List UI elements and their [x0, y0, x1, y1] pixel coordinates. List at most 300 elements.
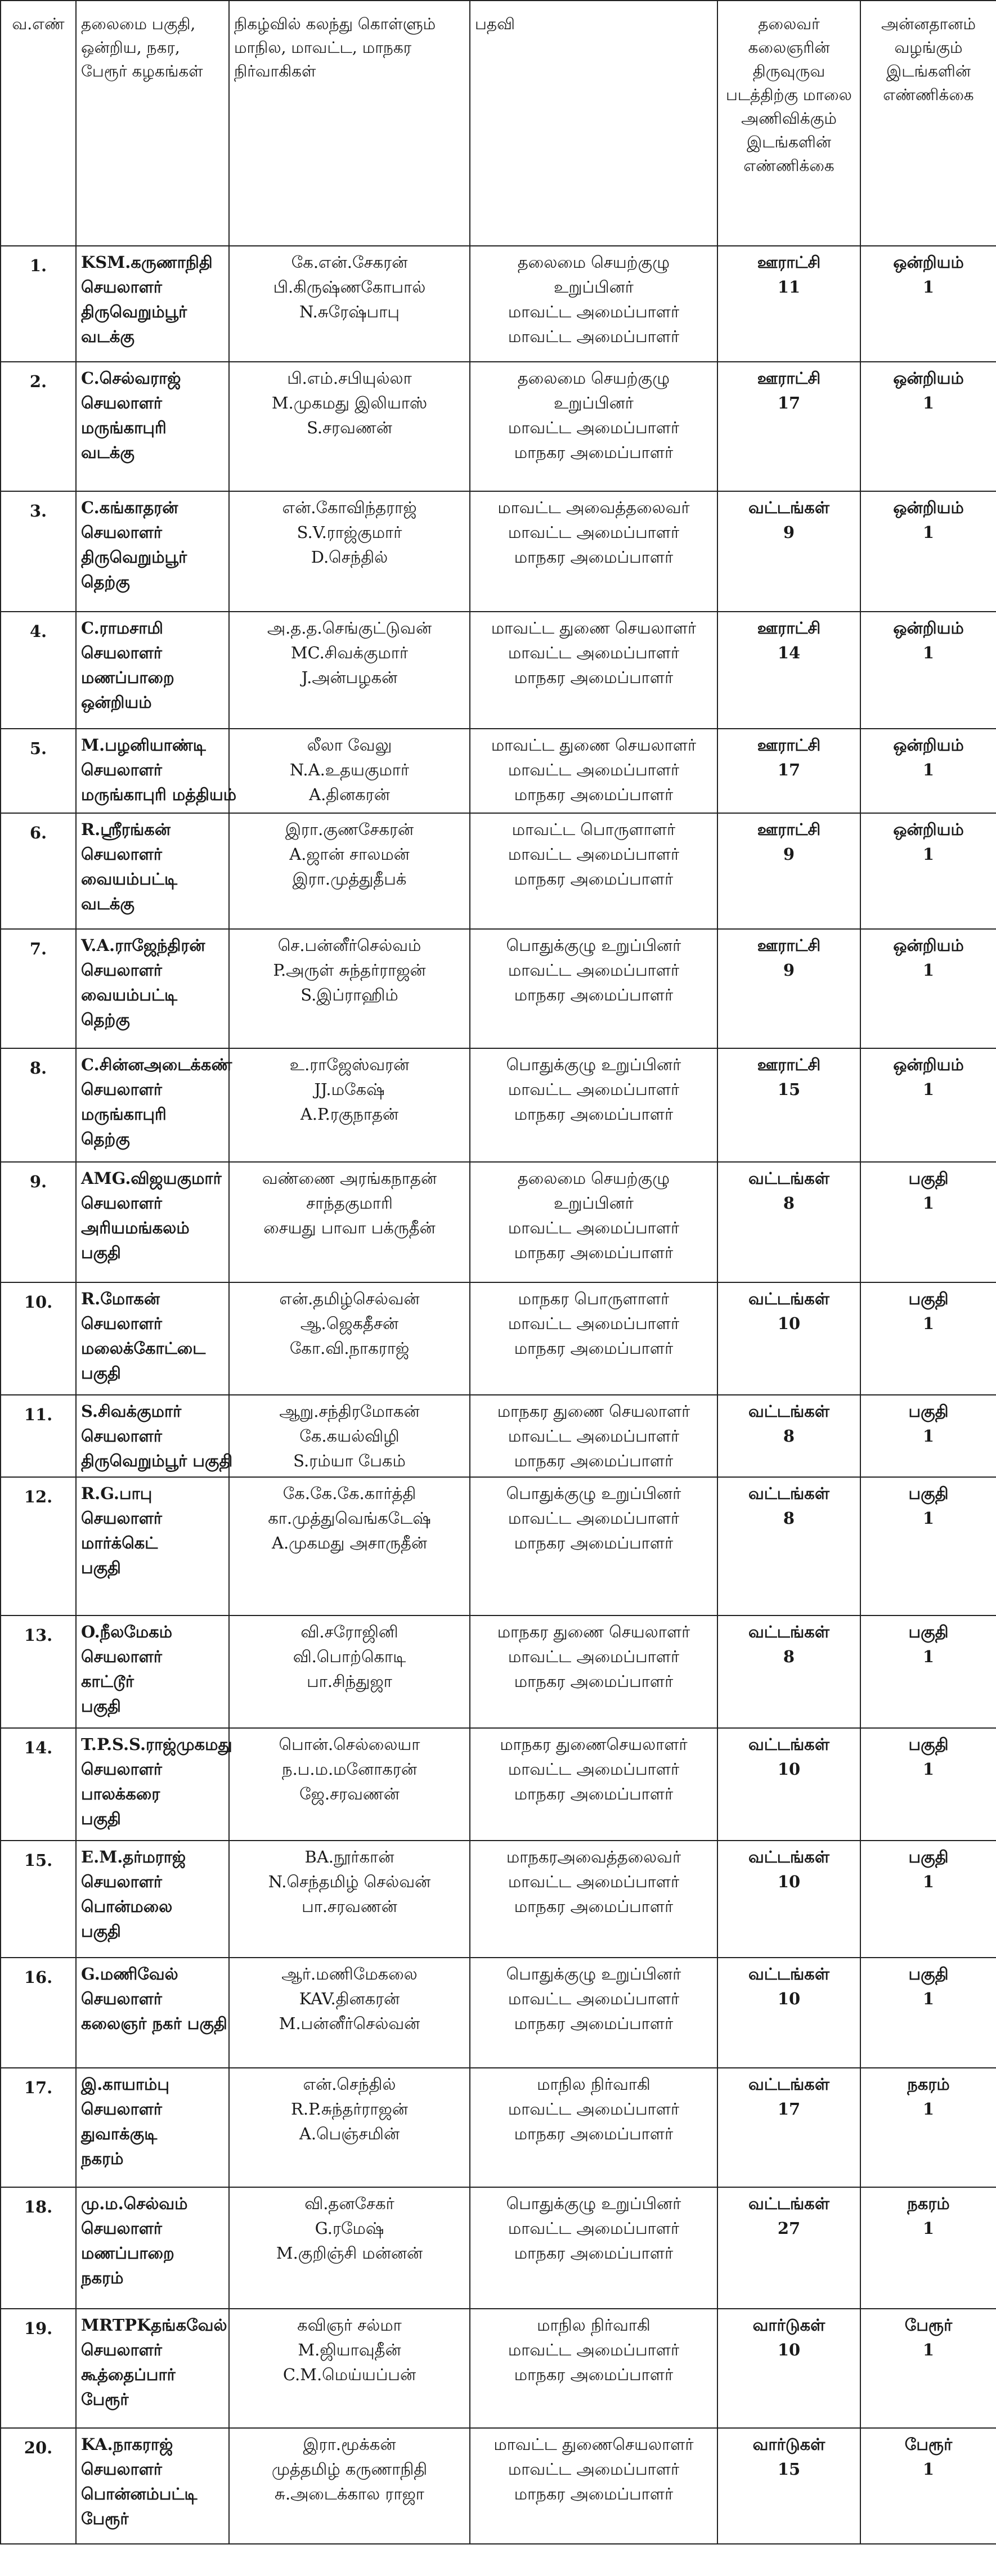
institution-line: C.சின்னஅடைக்கண்	[81, 1055, 232, 1074]
institution-line: துவாக்குடி	[81, 2124, 158, 2143]
institution-line: மார்க்கெட்	[81, 1533, 158, 1552]
position-line: மாவட்ட அமைப்பாளர்	[508, 327, 680, 346]
position-line: மாநகர அமைப்பாளர்	[514, 668, 674, 687]
position-line: மாநகர அமைப்பாளர்	[514, 1672, 674, 1691]
table-row	[1, 729, 996, 813]
garland-count-line: ஊராட்சி	[757, 369, 821, 388]
institution-line: வடக்கு	[81, 443, 134, 462]
institution-line: செயலாளர்	[81, 1426, 163, 1446]
garland-count-cell	[717, 813, 860, 929]
feast-count-line: 1	[922, 1314, 935, 1333]
garland-count-cell	[717, 1841, 860, 1958]
officials-line: செ.பன்னீர்செல்வம்	[277, 936, 421, 955]
feast-count-line: பகுதி	[908, 1964, 949, 1983]
officials-line: S.இப்ராஹிம்	[300, 985, 398, 1004]
position-line: மாவட்ட அமைப்பாளர்	[508, 2460, 680, 2479]
institution-cell	[76, 2428, 229, 2544]
officials-cell	[229, 2309, 470, 2428]
officials-line: ஆ.ஜெகதீசன்	[300, 1314, 399, 1333]
garland-count-line: வட்டங்கள்	[748, 1964, 830, 1983]
position-line: மாவட்ட துணை செயலாளர்	[491, 735, 697, 755]
position-line: மாவட்ட துணைசெயலாளர்	[493, 2435, 694, 2454]
position-line: மாநகர அமைப்பாளர்	[514, 547, 674, 567]
feast-count-line: நகரம்	[907, 2075, 950, 2094]
officials-line: பா.சரவணன்	[302, 1897, 397, 1916]
garland-count-line: ஊராட்சி	[757, 1055, 821, 1074]
feast-count-line: ஒன்றியம்	[893, 369, 964, 388]
feast-count-cell	[860, 2428, 996, 2544]
institution-line: O.நீலமேகம்	[81, 1622, 173, 1641]
position-line: மாவட்ட அமைப்பாளர்	[508, 1647, 680, 1666]
institution-line: நகரம்	[81, 2149, 124, 2168]
position-line: மாநகரஅவைத்தலைவர்	[506, 1847, 681, 1866]
position-cell	[470, 2187, 717, 2309]
garland-count-cell	[717, 2068, 860, 2187]
garland-count-cell	[717, 929, 860, 1048]
header-institution: தலைமை பகுதி, ஒன்றிய, நகர, பேரூர் கழகங்கள்	[76, 1, 229, 246]
institution-line: பொன்னம்பட்டி	[81, 2484, 198, 2503]
officials-line: M.பன்னீர்செல்வன்	[279, 2014, 420, 2033]
garland-count-cell	[717, 1162, 860, 1282]
position-cell	[470, 1395, 717, 1477]
officials-cell	[229, 246, 470, 362]
officials-line: M.குறிஞ்சி மன்னன்	[276, 2243, 423, 2263]
officials-line: M.ஜியாவுதீன்	[298, 2340, 401, 2359]
officials-line: வி.தனசேகர்	[304, 2194, 394, 2213]
table-row	[1, 1395, 996, 1477]
garland-count-line: வட்டங்கள்	[748, 2075, 830, 2094]
officials-line: பி.எம்.சபியுல்லா	[287, 369, 412, 388]
table-row	[1, 2309, 996, 2428]
institution-line: C.ராமசாமி	[81, 618, 163, 638]
table-row	[1, 491, 996, 612]
feast-count-line: ஒன்றியம்	[893, 1055, 964, 1074]
institution-line: G.மணிவேல்	[81, 1964, 178, 1983]
institution-line: AMG.விஜயகுமார்	[81, 1169, 222, 1188]
table-row	[1, 2428, 996, 2544]
position-line: மாநகர அமைப்பாளர்	[514, 2243, 674, 2263]
officials-line: S.சரவணன்	[307, 418, 392, 437]
feast-count-line: ஒன்றியம்	[893, 936, 964, 955]
position-line: மாவட்ட அமைப்பாளர்	[508, 2099, 680, 2119]
officials-cell	[229, 491, 470, 612]
position-line: மாநில நிர்வாகி	[537, 2315, 650, 2335]
feast-count-line: 1	[922, 1989, 935, 2008]
position-line: மாநகர அமைப்பாளர்	[514, 869, 674, 888]
institution-line: நகரம்	[81, 2268, 124, 2287]
institution-cell	[76, 1477, 229, 1615]
table-row	[1, 1841, 996, 1958]
officials-line: இரா.குணசேகரன்	[285, 820, 414, 839]
table-row	[1, 1958, 996, 2068]
institution-cell	[76, 1958, 229, 2068]
officials-line: A.தினகரன்	[309, 785, 390, 804]
garland-count-line: 10	[777, 1760, 801, 1779]
garland-count-line: ஊராட்சி	[757, 820, 821, 839]
table-row	[1, 362, 996, 491]
feast-count-line: ஒன்றியம்	[893, 618, 964, 638]
position-line: மாநில நிர்வாகி	[537, 2075, 650, 2094]
institution-line: KSM.கருணாநிதி	[81, 253, 213, 272]
officials-cell	[229, 729, 470, 813]
feast-count-cell	[860, 1395, 996, 1477]
feast-count-line: 1	[922, 1872, 935, 1891]
serial-cell: 16.	[1, 1958, 76, 2068]
institution-line: வடக்கு	[81, 894, 134, 913]
feast-count-cell	[860, 2309, 996, 2428]
serial-cell: 1.	[1, 246, 76, 362]
institution-line: செயலாளர்	[81, 523, 163, 542]
institution-line: அரியமங்கலம்	[81, 1218, 190, 1237]
institution-line: பகுதி	[81, 1809, 121, 1828]
table-row	[1, 929, 996, 1048]
institution-cell	[76, 2068, 229, 2187]
institution-line: செயலாளர்	[81, 1647, 163, 1666]
position-line: மாவட்ட அமைப்பாளர்	[508, 2340, 680, 2359]
institution-line: மருங்காபுரி	[81, 418, 167, 437]
officials-line: ஆர்.மணிமேகலை	[281, 1964, 418, 1983]
header-feast-count: அன்னதானம் வழங்கும் இடங்களின் எண்ணிக்கை	[860, 1, 996, 246]
institution-line: வையம்பட்டி	[81, 869, 178, 888]
officials-cell	[229, 1958, 470, 2068]
institution-line: C.கங்காதரன்	[81, 498, 178, 517]
officials-line: A.பெஞ்சமின்	[299, 2124, 400, 2143]
feast-count-cell	[860, 1841, 996, 1958]
garland-count-line: 10	[777, 1872, 801, 1891]
garland-count-line: 15	[777, 1080, 801, 1099]
officials-line: A.P.ரகுநாதன்	[300, 1105, 399, 1124]
institution-line: செயலாளர்	[81, 961, 163, 980]
officials-cell	[229, 362, 470, 491]
position-line: உறுப்பினர்	[554, 393, 634, 412]
feast-count-line: பகுதி	[908, 1622, 949, 1641]
position-line: மாநகர அமைப்பாளர்	[514, 1339, 674, 1358]
feast-count-cell	[860, 1477, 996, 1615]
garland-count-cell	[717, 1477, 860, 1615]
serial-cell: 14.	[1, 1728, 76, 1841]
garland-count-line: 8	[783, 1647, 795, 1666]
position-line: மாவட்ட அமைப்பாளர்	[508, 418, 680, 437]
table-row	[1, 1048, 996, 1162]
feast-count-cell	[860, 491, 996, 612]
officials-line: ஆறு.சந்திரமோகன்	[279, 1402, 420, 1421]
header-position: பதவி	[470, 1, 717, 246]
serial-cell: 2.	[1, 362, 76, 491]
position-line: மாவட்ட அமைப்பாளர்	[508, 1080, 680, 1099]
position-line: மாவட்ட அமைப்பாளர்	[508, 643, 680, 662]
position-cell	[470, 929, 717, 1048]
position-line: மாவட்ட அமைப்பாளர்	[508, 1509, 680, 1528]
position-line: மாநகர அமைப்பாளர்	[514, 985, 674, 1004]
institution-line: இ.காயாம்பு	[81, 2075, 169, 2094]
position-line: தலைமை செயற்குழு	[517, 253, 670, 272]
institution-cell	[76, 729, 237, 813]
officials-line: A.முகமது அசாருதீன்	[272, 1533, 427, 1552]
serial-cell: 19.	[1, 2309, 76, 2428]
officials-line: S.V.ராஜ்குமார்	[297, 523, 402, 542]
garland-count-cell	[717, 2428, 860, 2544]
institution-line: தெற்கு	[81, 572, 130, 591]
feast-count-cell	[860, 2068, 996, 2187]
serial-cell: 3.	[1, 491, 76, 612]
feast-count-line: 1	[922, 643, 935, 662]
institution-cell	[76, 813, 229, 929]
position-line: மாவட்ட பொருளாளர்	[512, 820, 676, 839]
institution-line: M.பழனியாண்டி	[81, 735, 206, 755]
officials-line: M.முகமது இலியாஸ்	[271, 393, 428, 412]
institution-cell	[76, 2187, 229, 2309]
garland-count-line: வட்டங்கள்	[748, 1289, 830, 1308]
position-line: மாநகர அமைப்பாளர்	[514, 2124, 674, 2143]
garland-count-line: வார்டுகள்	[752, 2435, 825, 2454]
feast-count-line: பகுதி	[908, 1402, 949, 1421]
officials-line: கே.கே.கே.கார்த்தி	[282, 1484, 416, 1503]
position-cell	[470, 1615, 717, 1728]
officials-line: பொன்.செல்லையா	[279, 1735, 420, 1754]
institution-line: செயலாளர்	[81, 1080, 163, 1099]
feast-count-line: 1	[922, 961, 935, 980]
feast-count-cell	[860, 1282, 996, 1395]
position-cell	[470, 1477, 717, 1615]
garland-count-line: வட்டங்கள்	[748, 1484, 830, 1503]
feast-count-line: பகுதி	[908, 1484, 949, 1503]
officials-line: கோ.வி.நாகராஜ்	[289, 1339, 410, 1358]
institution-line: V.A.ராஜேந்திரன்	[81, 936, 205, 955]
officials-line: P.அருள் சுந்தர்ராஜன்	[273, 961, 426, 980]
officials-line: உ.ராஜேஸ்வரன்	[289, 1055, 410, 1074]
position-cell	[470, 1048, 717, 1162]
feast-count-line: 1	[922, 523, 935, 542]
institution-line: கூத்தைப்பார்	[81, 2365, 176, 2384]
institution-line: T.P.S.S.ராஜ்முகமது	[81, 1735, 232, 1754]
position-line: மாவட்ட அமைப்பாளர்	[508, 1760, 680, 1779]
institution-cell	[76, 1841, 229, 1958]
feast-count-cell	[860, 612, 996, 729]
garland-count-line: 27	[777, 2219, 801, 2238]
position-cell	[470, 813, 717, 929]
institution-line: பேரூர்	[81, 2390, 129, 2409]
officials-cell	[229, 1162, 470, 1282]
officials-cell	[229, 1395, 470, 1477]
position-line: பொதுக்குழு உறுப்பினர்	[506, 1484, 681, 1503]
officials-line: என்.செந்தில்	[303, 2075, 396, 2094]
institution-line: மு.ம.செல்வம்	[81, 2194, 188, 2213]
position-line: மாநகர துணைசெயலாளர்	[500, 1735, 688, 1754]
garland-count-line: 15	[777, 2460, 801, 2479]
serial-cell: 9.	[1, 1162, 76, 1282]
officials-cell	[229, 929, 470, 1048]
officials-line: N.செந்தமிழ் செல்வன்	[268, 1872, 431, 1891]
serial-cell: 8.	[1, 1048, 76, 1162]
feast-count-cell	[860, 246, 996, 362]
position-line: மாநகர அமைப்பாளர்	[514, 2014, 674, 2033]
institution-line: வையம்பட்டி	[81, 985, 178, 1004]
feast-count-cell	[860, 1048, 996, 1162]
feast-count-line: ஒன்றியம்	[893, 820, 964, 839]
position-line: மாவட்ட அமைப்பாளர்	[508, 1314, 680, 1333]
table-row	[1, 813, 996, 929]
institution-line: E.M.தர்மராஜ்	[81, 1847, 186, 1866]
position-cell	[470, 2428, 717, 2544]
institution-cell	[76, 1282, 229, 1395]
institution-cell	[76, 929, 229, 1048]
institution-line: C.செல்வராஜ்	[81, 369, 181, 388]
position-line: மாநகர அமைப்பாளர்	[514, 1784, 674, 1803]
position-cell	[470, 246, 717, 362]
officials-cell	[229, 1728, 470, 1841]
institution-line: பேரூர்	[81, 2509, 129, 2528]
officials-cell	[229, 813, 470, 929]
officials-line: J.அன்பழகன்	[301, 668, 398, 687]
institution-line: தெற்கு	[81, 1129, 130, 1148]
garland-count-line: 8	[783, 1426, 795, 1446]
table-row	[1, 2187, 996, 2309]
officials-line: வண்ணை அரங்கநாதன்	[262, 1169, 437, 1188]
feast-count-cell	[860, 362, 996, 491]
garland-count-line: ஊராட்சி	[757, 253, 821, 272]
officials-cell	[229, 1048, 470, 1162]
garland-count-cell	[717, 612, 860, 729]
position-cell	[470, 491, 717, 612]
officials-line: கே.கயல்விழி	[299, 1426, 400, 1446]
garland-count-cell	[717, 491, 860, 612]
serial-cell: 20.	[1, 2428, 76, 2544]
institution-line: மணப்பாறை	[81, 668, 174, 687]
feast-count-line: 1	[922, 1647, 935, 1666]
position-cell	[470, 1282, 717, 1395]
officials-line: R.P.சுந்தர்ராஜன்	[291, 2099, 408, 2119]
feast-count-line: பேரூர்	[904, 2435, 953, 2454]
feast-count-line: பகுதி	[908, 1735, 949, 1754]
header-officials: நிகழ்வில் கலந்து கொள்ளும் மாநில, மாவட்ட, மாநகர நிர்வாகிகள்	[229, 1, 470, 246]
institution-line: மருங்காபுரி மத்தியம்	[81, 785, 237, 804]
feast-count-line: பேரூர்	[904, 2315, 953, 2335]
officials-line: பி.கிருஷ்ணகோபால்	[273, 277, 426, 297]
officials-line: பா.சிந்துஜா	[307, 1672, 392, 1691]
serial-cell: 13.	[1, 1615, 76, 1728]
officials-line: G.ரமேஷ்	[315, 2219, 384, 2238]
feast-count-cell	[860, 1728, 996, 1841]
institution-line: செயலாளர்	[81, 1193, 163, 1213]
institution-line: பகுதி	[81, 1243, 121, 1262]
institution-cell	[76, 1162, 229, 1282]
table-row	[1, 1282, 996, 1395]
institution-line: செயலாளர்	[81, 1989, 163, 2008]
institution-line: S.சிவக்குமார்	[81, 1402, 182, 1421]
officials-line: N.சுரேஷ்பாபு	[299, 302, 400, 321]
institution-line: R.ஸ்ரீரங்கன்	[81, 820, 171, 839]
feast-count-line: பகுதி	[908, 1847, 949, 1866]
garland-count-cell	[717, 1615, 860, 1728]
position-line: மாவட்ட அமைப்பாளர்	[508, 760, 680, 779]
table-row	[1, 1728, 996, 1841]
officials-line: கா.முத்துவெங்கடேஷ்	[268, 1509, 431, 1528]
position-cell	[470, 362, 717, 491]
institution-line: திருவெறும்பூர்	[81, 547, 187, 567]
officials-line: சாந்தகுமாரி	[306, 1193, 393, 1213]
position-line: மாவட்ட அமைப்பாளர்	[508, 1872, 680, 1891]
officials-cell	[229, 2187, 470, 2309]
garland-count-line: வட்டங்கள்	[748, 1735, 830, 1754]
garland-count-line: 8	[783, 1509, 795, 1528]
institution-line: பகுதி	[81, 1363, 121, 1383]
feast-count-line: ஒன்றியம்	[893, 253, 964, 272]
garland-count-cell	[717, 1282, 860, 1395]
position-line: மாநகர அமைப்பாளர்	[514, 2365, 674, 2384]
position-cell	[470, 729, 717, 813]
serial-cell: 12.	[1, 1477, 76, 1615]
institution-line: செயலாளர்	[81, 1314, 163, 1333]
institution-line: கலைஞர் நகர் பகுதி	[81, 2014, 227, 2033]
feast-count-line: 1	[922, 2099, 935, 2119]
institution-line: செயலாளர்	[81, 760, 163, 779]
position-line: மாநகர பொருளாளர்	[518, 1289, 670, 1308]
table-row	[1, 612, 996, 729]
serial-cell: 6.	[1, 813, 76, 929]
feast-count-line: 1	[922, 1509, 935, 1528]
position-line: பொதுக்குழு உறுப்பினர்	[506, 2194, 681, 2213]
header-serial: வ.எண்	[1, 1, 76, 246]
garland-count-line: 10	[777, 1314, 801, 1333]
officials-cell	[229, 1841, 470, 1958]
officials-line: D.செந்தில்	[311, 547, 388, 567]
institution-cell	[76, 1048, 232, 1162]
garland-count-cell	[717, 1958, 860, 2068]
position-cell	[470, 2309, 717, 2428]
garland-count-line: வட்டங்கள்	[748, 1847, 830, 1866]
officials-cell	[229, 2428, 470, 2544]
officials-cell	[229, 1282, 470, 1395]
institution-line: மருங்காபுரி	[81, 1105, 167, 1124]
feast-count-cell	[860, 729, 996, 813]
feast-count-line: 1	[922, 845, 935, 864]
position-line: மாவட்ட அவைத்தலைவர்	[497, 498, 690, 517]
table-row	[1, 1615, 996, 1728]
institution-cell	[76, 2309, 229, 2428]
feast-count-line: ஒன்றியம்	[893, 498, 964, 517]
officials-line: C.M.மெய்யப்பன்	[282, 2365, 416, 2384]
institution-line: பொன்மலை	[81, 1897, 173, 1916]
officials-cell	[229, 1615, 470, 1728]
institution-line: R.G.பாபு	[81, 1484, 152, 1503]
officials-line: BA.நூர்கான்	[304, 1847, 394, 1866]
garland-count-line: 8	[783, 1193, 795, 1213]
garland-count-line: 10	[777, 2340, 801, 2359]
garland-count-line: ஊராட்சி	[757, 735, 821, 755]
position-line: மாவட்ட அமைப்பாளர்	[508, 1426, 680, 1446]
garland-count-line: ஊராட்சி	[757, 936, 821, 955]
institution-line: செயலாளர்	[81, 2460, 163, 2479]
position-line: மாவட்ட துணை செயலாளர்	[491, 618, 697, 638]
feast-count-cell	[860, 1615, 996, 1728]
garland-count-line: 14	[777, 643, 801, 662]
serial-cell: 15.	[1, 1841, 76, 1958]
garland-count-cell	[717, 2187, 860, 2309]
garland-count-line: வட்டங்கள்	[748, 2194, 830, 2213]
garland-count-line: ஊராட்சி	[757, 618, 821, 638]
institution-cell	[76, 491, 229, 612]
institution-line: செயலாளர்	[81, 393, 163, 412]
serial-cell: 11.	[1, 1395, 76, 1477]
position-line: மாநகர அமைப்பாளர்	[514, 443, 674, 462]
institution-line: பகுதி	[81, 1922, 121, 1941]
garland-count-cell	[717, 1728, 860, 1841]
officials-line: ந.ப.ம.மனோகரன்	[281, 1760, 418, 1779]
serial-cell: 10.	[1, 1282, 76, 1395]
officials-line: JJ.மகேஷ்	[314, 1080, 385, 1099]
institution-cell	[76, 1395, 233, 1477]
position-cell	[470, 1841, 717, 1958]
